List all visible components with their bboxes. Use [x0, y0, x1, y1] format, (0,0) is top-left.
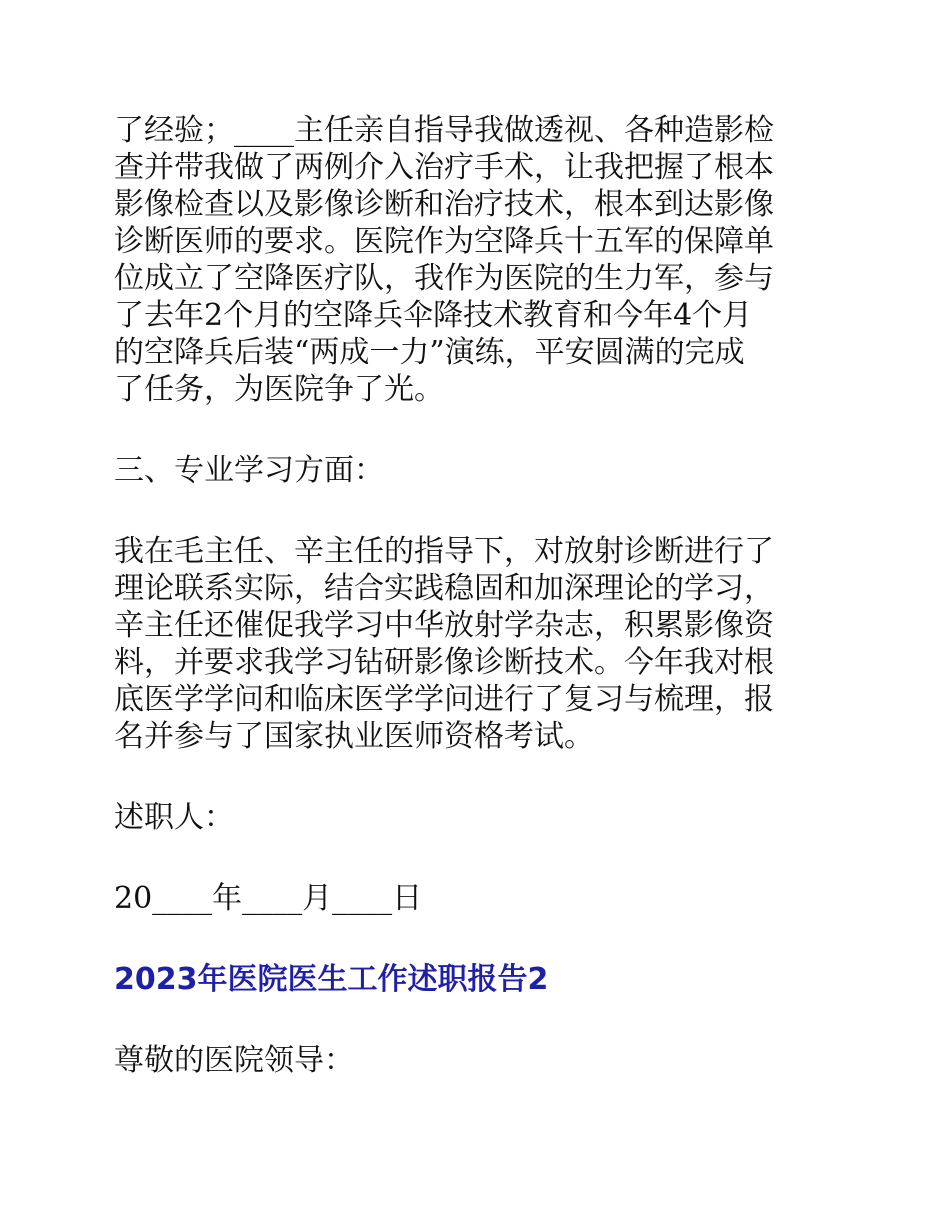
text-line: 理论联系实际，结合实践稳固和加深理论的学习，: [114, 571, 774, 606]
signer-label: 述职人：: [114, 800, 234, 835]
paragraph-experience: [114, 112, 832, 408]
text-line: 诊断医师的要求。医院作为空降兵十五军的保障单: [114, 224, 774, 259]
salutation-text: 尊敬的医院领导：: [114, 1043, 354, 1078]
paragraph-gap: [114, 998, 832, 1042]
text-line: 料，并要求我学习钻研影像诊断技术。今年我对根: [114, 645, 774, 680]
text-line: 辛主任还催促我学习中华放射学杂志，积累影像资: [114, 608, 774, 643]
salutation-line: [114, 1042, 832, 1079]
text-line: 了去年2个月的空降兵伞降技术教育和今年4个月: [114, 298, 753, 333]
text-line: 我在毛主任、辛主任的指导下，对放射诊断进行了: [114, 534, 774, 569]
text-line: 影像检查以及影像诊断和治疗技术，根本到达影像: [114, 187, 774, 222]
date-text: 20____年____月____日: [114, 881, 423, 916]
paragraph-gap: [114, 836, 832, 880]
text-line: 的空降兵后装“两成一力”演练，平安圆满的完成: [114, 335, 745, 370]
text-line: 了任务，为医院争了光。: [114, 372, 444, 407]
section-3-title: [114, 452, 832, 489]
text-line: 名并参与了国家执业医师资格考试。: [114, 719, 594, 754]
paragraph-gap: [114, 917, 832, 961]
report-2-title: 2023年医院医生工作述职报告2: [114, 962, 549, 997]
text-line: 位成立了空降医疗队，我作为医院的生力军，参与: [114, 261, 774, 296]
paragraph-gap: [114, 408, 832, 452]
text-line: 底医学学问和临床医学学问进行了复习与梳理，报: [114, 682, 774, 717]
document-body: [114, 112, 832, 1079]
paragraph-gap: [114, 489, 832, 533]
report-2-heading: [114, 961, 832, 998]
signer-line: [114, 799, 832, 836]
date-line: [114, 880, 832, 917]
paragraph-gap: [114, 755, 832, 799]
paragraph-professional-study: [114, 533, 832, 755]
text-line: 了经验；____主任亲自指导我做透视、各种造影检: [114, 113, 774, 148]
text-line: 查并带我做了两例介入治疗手术，让我把握了根本: [114, 150, 774, 185]
section-title-text: 三、专业学习方面：: [114, 453, 384, 488]
